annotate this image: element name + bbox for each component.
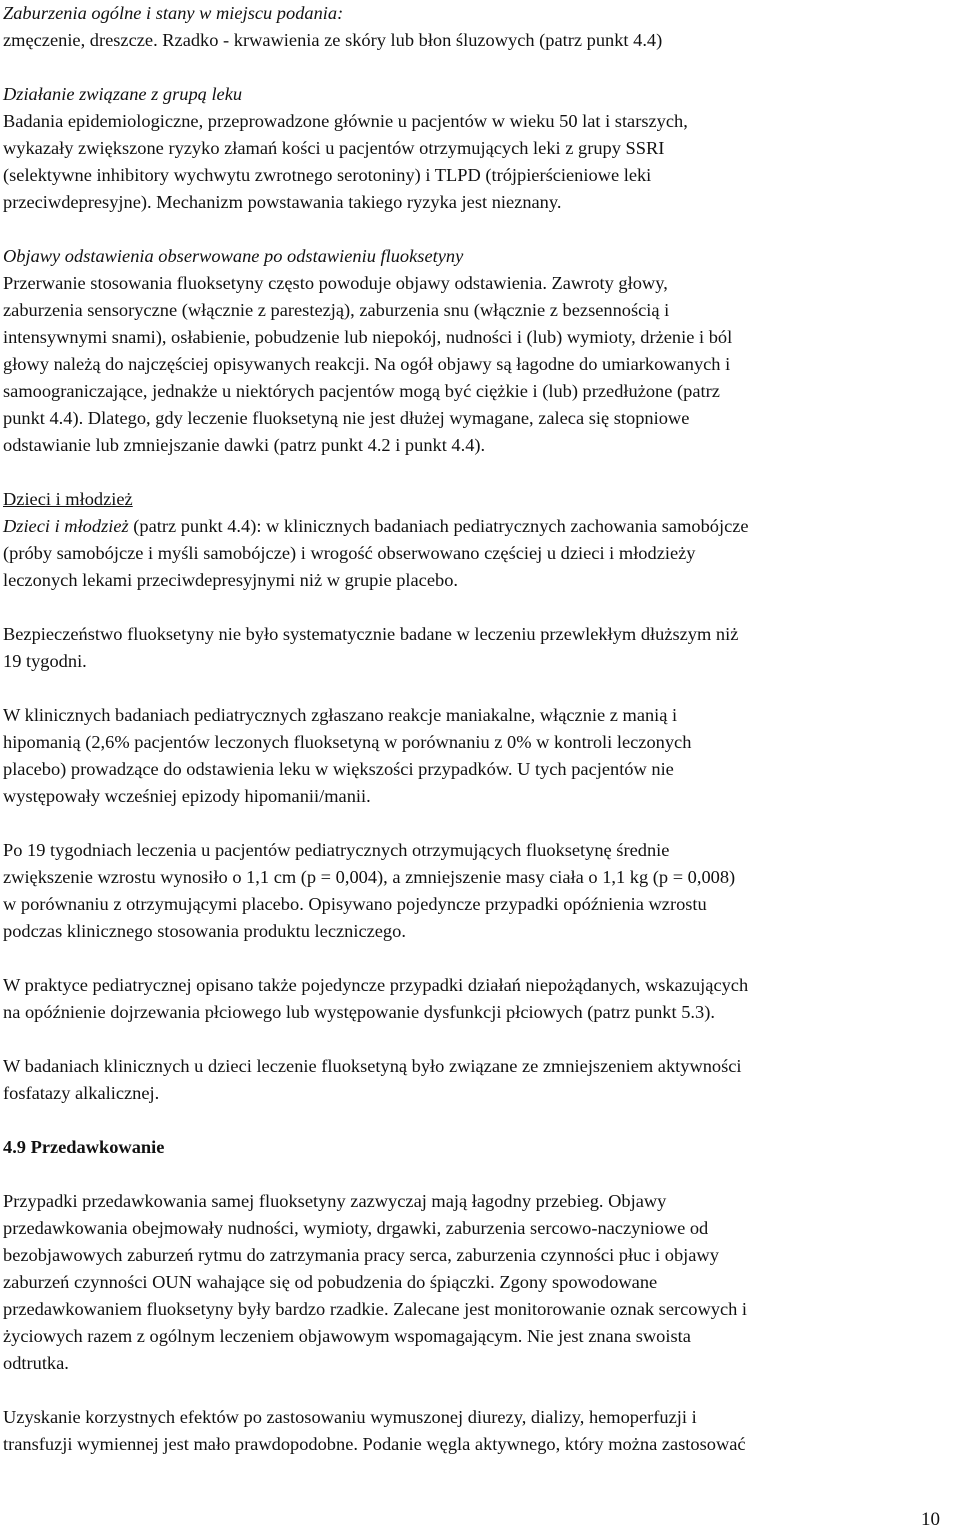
text-line: przedawkowania obejmowały nudności, wymioty, drgawki, zaburzenia sercowo-naczyniowe od	[3, 1218, 709, 1238]
text-line: (próby samobójcze i myśli samobójcze) i wrogość obserwowano częściej u dzieci i młodzieży	[3, 543, 696, 563]
text-line: (selektywne inhibitory wychwytu zwrotnego serotoniny) i TLPD (trójpierścieniowe leki	[3, 165, 652, 185]
paragraph-general-disorders	[3, 0, 953, 54]
paragraph-overdose-cases	[3, 1188, 953, 1377]
paragraph-alkaline-phosphatase	[3, 1053, 953, 1107]
text-line: wykazały zwiększone ryzyko złamań kości u pacjentów otrzymujących leki z grupy SSRI	[3, 138, 665, 158]
text-line: na opóźnienie dojrzewania płciowego lub występowanie dysfunkcji płciowych (patrz punkt 5.3).	[3, 1002, 715, 1022]
text-line: fosfatazy alkalicznej.	[3, 1083, 160, 1103]
text-line: Bezpieczeństwo fluoksetyny nie było systematycznie badane w leczeniu przewlekłym dłuższym niż	[3, 624, 739, 644]
text-line: zaburzenia sensoryczne (włącznie z parestezją), zaburzenia snu (włącznie z bezsennością i	[3, 300, 670, 320]
text-line: placebo) prowadzące do odstawienia leku w większości przypadków. U tych pacjentów nie	[3, 759, 674, 779]
text-line: transfuzji wymiennej jest mało prawdopodobne. Podanie węgla aktywnego, który można zastosować	[3, 1434, 746, 1454]
section-heading-overdose	[3, 1134, 953, 1161]
text-line: odstawianie lub zmniejszanie dawki (patrz punkt 4.2 i punkt 4.4).	[3, 435, 486, 455]
text-line: podczas klinicznego stosowania produktu leczniczego.	[3, 921, 406, 941]
paragraph-growth	[3, 837, 953, 945]
text-line: zaburzeń czynności OUN wahające się od pobudzenia do śpiączki. Zgony spowodowane	[3, 1272, 658, 1292]
text-line: odtrutka.	[3, 1353, 69, 1373]
text-line: zwiększenie wzrostu wynosiło o 1,1 cm (p = 0,004), a zmniejszenie masy ciała o 1,1 kg (p = 0,008)	[3, 867, 736, 887]
text-line: intensywnymi snami), osłabienie, pobudzenie lub niepokój, nudności i (lub) wymioty, drżenie i ból	[3, 327, 733, 347]
text-line: przeciwdepresyjne). Mechanizm powstawania takiego ryzyka jest nieznany.	[3, 192, 562, 212]
text-line: życiowych razem z ogólnym leczeniem objawowym wspomagającym. Nie jest znana swoista	[3, 1326, 691, 1346]
text-line: w porównaniu z otrzymującymi placebo. Opisywano pojedyncze przypadki opóźnienia wzrostu	[3, 894, 707, 914]
text-line: W klinicznych badaniach pediatrycznych zgłaszano reakcje maniakalne, włącznie z manią i	[3, 705, 678, 725]
subheading-general-disorders: Zaburzenia ogólne i stany w miejscu podania:	[3, 3, 344, 23]
subheading-withdrawal-symptoms: Objawy odstawienia obserwowane po odstawieniu fluoksetyny	[3, 246, 464, 266]
text-line: Badania epidemiologiczne, przeprowadzone głównie u pacjentów w wieku 50 lat i starszych,	[3, 111, 688, 131]
paragraph-sexual-maturation	[3, 972, 953, 1026]
subheading-class-effects: Działanie związane z grupą leku	[3, 84, 243, 104]
text-line: W praktyce pediatrycznej opisano także pojedyncze przypadki działań niepożądanych, wskazujących	[3, 975, 749, 995]
paragraph-withdrawal-symptoms	[3, 243, 953, 459]
paragraph-overdose-treatment	[3, 1404, 953, 1458]
text-line	[3, 513, 953, 540]
text-line: Po 19 tygodniach leczenia u pacjentów pediatrycznych otrzymujących fluoksetynę średnie	[3, 840, 670, 860]
text-line: przedawkowaniem fluoksetyny były bardzo rzadkie. Zalecane jest monitorowanie oznak sercowych i	[3, 1299, 748, 1319]
page-number: 10	[921, 1509, 940, 1530]
text-line: punkt 4.4). Dlatego, gdy leczenie fluoksetyną nie jest dłużej wymagane, zaleca się stopniowe	[3, 408, 690, 428]
text-line: W badaniach klinicznych u dzieci leczenie fluoksetyną było związane ze zmniejszeniem aktywności	[3, 1056, 742, 1076]
text-line: występowały wcześniej epizody hipomanii/manii.	[3, 786, 371, 806]
text-line: samoograniczające, jednakże u niektórych pacjentów mogą być ciężkie i (lub) przedłużone (patrz	[3, 381, 720, 401]
text-line: zmęczenie, dreszcze. Rzadko - krwawienia ze skóry lub błon śluzowych (patrz punkt 4.4)	[3, 30, 663, 50]
text-line: leczonych lekami przeciwdepresyjnymi niż w grupie placebo.	[3, 570, 458, 590]
italic-term: Dzieci i młodzież	[3, 516, 129, 536]
text-line: Przerwanie stosowania fluoksetyny często powoduje objawy odstawienia. Zawroty głowy,	[3, 273, 668, 293]
heading-text: 4.9 Przedawkowanie	[3, 1137, 165, 1157]
text-fragment: (patrz punkt 4.4): w klinicznych badaniach pediatrycznych zachowania samobójcze	[128, 516, 749, 536]
paragraph-safety-long-term	[3, 621, 953, 675]
paragraph-manic-reactions	[3, 702, 953, 810]
text-line: 19 tygodni.	[3, 651, 87, 671]
text-line: bezobjawowych zaburzeń rytmu do zatrzymania pracy serca, zaburzenia czynności płuc i objawy	[3, 1245, 719, 1265]
paragraph-class-effects	[3, 81, 953, 216]
text-line: Uzyskanie korzystnych efektów po zastosowaniu wymuszonej diurezy, dializy, hemoperfuzji i	[3, 1407, 697, 1427]
text-line: Przypadki przedawkowania samej fluoksetyny zazwyczaj mają łagodny przebieg. Objawy	[3, 1191, 667, 1211]
paragraph-children-adolescents	[3, 486, 953, 594]
section-heading-children: Dzieci i młodzież	[3, 489, 133, 509]
text-line: hipomanią (2,6% pacjentów leczonych fluoksetyną w porównaniu z 0% w kontroli leczonych	[3, 732, 692, 752]
document-page	[3, 0, 953, 1458]
text-line: głowy należą do najczęściej opisywanych reakcji. Na ogół objawy są łagodne do umiarkowanych i	[3, 354, 731, 374]
